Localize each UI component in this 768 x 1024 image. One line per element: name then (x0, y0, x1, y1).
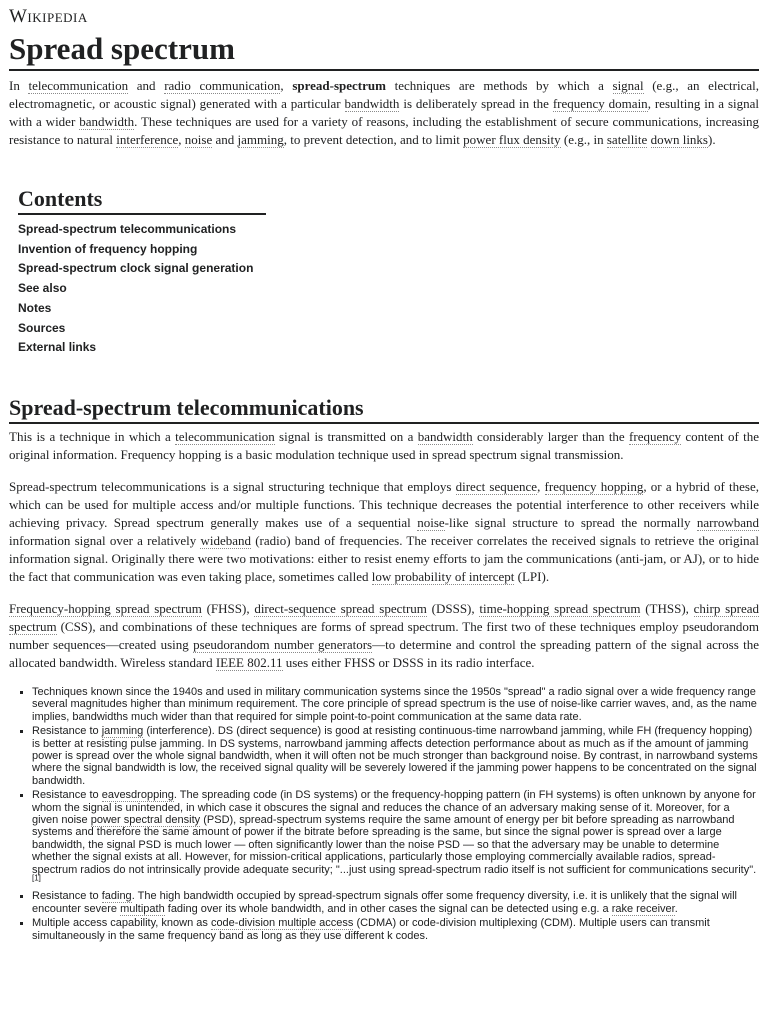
article-link[interactable]: frequency domain (552, 96, 648, 111)
article-link[interactable]: low probability of intercept (371, 568, 515, 584)
article-link[interactable]: narrowband (696, 514, 759, 530)
article-link[interactable]: IEEE 802.11 (215, 654, 283, 670)
article-link[interactable]: down links (650, 132, 708, 147)
article-link[interactable]: Frequency-hopping spread spectrum (9, 600, 202, 616)
list-item: ▪ Multiple access capability, known as code-division multiple access (CDMA) or code-division multiplexing (CDM). Multiple users can transmit simultaneously in the same frequency band as long as they use different k codes. (32, 917, 759, 942)
article-link[interactable]: noise (417, 514, 445, 530)
toc-item[interactable]: Notes (18, 300, 52, 315)
article-link[interactable]: interference (116, 132, 179, 147)
article-link[interactable]: satellite (606, 132, 648, 147)
article-link[interactable]: telecommunication (28, 78, 129, 93)
toc-item[interactable]: Spread-spectrum clock signal generation (18, 261, 254, 276)
list-item: ▪ Resistance to eavesdropping. The spreading code (in DS systems) or the frequency-hopping pattern (in FH systems) is often unknown by anyone for whom the signal is unintended, in which case it obscures the signal and reduces the chance of an adversary making sense of it. Moreover, for a given noise power spectral density (PSD), spread-spectrum systems require the same amount of energy per bit before spreading as narrowband systems and therefore the same amount of power if the bitrate before spreading is the same, but since the signal power is spread over a large bandwidth, the signal PSD is much lower — often significantly lower than the noise PSD — so that the adversary may be unable to determine whether the signal exists at all. However, for mission-critical applications, particularly those employing commercially available radios, spread-spectrum radios do not intrinsically provide adequate security; "...just using spread-spectrum radio itself is not sufficient for communications security".[1] (32, 789, 759, 888)
section-paragraph: Frequency-hopping spread spectrum (FHSS), direct-sequence spread spectrum (DSSS), time-hopping spread spectrum (THSS), chirp spread spectrum (CSS), and combinations of these techniques are forms of spread spectrum. The first two of these techniques employ pseudorandom number sequences—created using pseudorandom number generators—to determine and control the spreading pattern of the signal across the allocated bandwidth. Wireless standard IEEE 802.11 uses either FHSS or DSSS in its radio interface. (9, 600, 760, 670)
toc-item[interactable]: Spread-spectrum telecommunications (18, 222, 237, 236)
section-paragraph: Spread-spectrum telecommunications is a signal structuring technique that employs direct sequence, frequency hopping, or a hybrid of these, which can be used for multiple access and/or multiple functions. This technique decreases the potential interference to other receivers while achieving privacy. Spread spectrum generally makes use of a sequential noise-like signal structure to spread the normally narrowband information signal over a relatively wideband (radio) band of frequencies. The receiver correlates the received signals to retrieve the original information signal. Originally there were two motivations: either to resist enemy efforts to jam the communications (anti-jam, or AJ), or to hide the fact that communication was even taking place, sometimes called low probability of intercept (LPI). (9, 478, 760, 584)
article-link[interactable]: time-hopping spread spectrum (479, 600, 641, 616)
article-link[interactable]: fading (101, 890, 132, 903)
bold-term: spread-spectrum (292, 78, 386, 93)
article-link[interactable]: bandwidth (79, 114, 135, 129)
citation-link[interactable]: [1] (32, 873, 41, 883)
article-link[interactable]: jamming (101, 725, 144, 738)
article-link[interactable]: direct sequence (455, 478, 538, 494)
toc-heading: Contents (18, 185, 266, 215)
list-item: ▪ Resistance to fading. The high bandwidth occupied by spread-spectrum signals offer some frequency diversity, i.e. it is unlikely that the signal will encounter severe multipath fading over its whole bandwidth, and in other cases the signal can be detected using e.g. a rake receiver. (32, 890, 759, 915)
toc-list (18, 220, 266, 358)
table-of-contents (18, 185, 266, 358)
section-paragraph: This is a technique in which a telecommunication signal is transmitted on a bandwidth considerably larger than the frequency content of the original information. Frequency hopping is a basic modulation technique used in spread spectrum signal transmission. (9, 428, 759, 462)
article-link[interactable]: radio communication (164, 78, 281, 93)
article-link[interactable]: wideband (200, 532, 251, 548)
article-link[interactable]: multipath (120, 902, 165, 915)
article-link[interactable]: chirp spread spectrum (9, 600, 759, 634)
list-item: ▪ Resistance to jamming (interference). DS (direct sequence) is good at resisting continuous-time narrowband jamming, while FH (frequency hopping) is better at resisting pulse jamming. In DS systems, narrowband jamming affects detection performance about as much as if the amount of jamming power is spread over the whole signal bandwidth, when it will often not be much stronger than background noise. By contrast, in narrowband systems where the signal bandwidth is low, the received signal quality will be severely lowered if the jamming power happens to be concentrated on the signal bandwidth. (32, 725, 759, 787)
article-link[interactable]: telecommunication (175, 428, 275, 444)
article-link[interactable]: power spectral density (90, 813, 201, 826)
toc-item[interactable]: External links (18, 340, 97, 355)
toc-item[interactable]: See also (18, 281, 67, 296)
article-link[interactable]: rake receiver (611, 902, 675, 915)
article-link[interactable]: power flux density (463, 132, 561, 147)
section-heading: Spread-spectrum telecommunications (9, 394, 759, 424)
lead-paragraph: In telecommunication and radio communication, spread-spectrum techniques are methods by which a signal (e.g., an electrical, electromagnetic, or acoustic signal) generated with a particular bandwidth is deliberately spread in the frequency domain, resulting in a signal with a wider bandwidth. These techniques are used for a variety of reasons, including the establishment of secure communications, increasing resistance to natural interference, noise and jamming, to prevent detection, and to limit power flux density (e.g., in satellite down links). (9, 78, 759, 147)
article-link[interactable]: pseudorandom number generators (193, 636, 373, 652)
list-item: ▪ Techniques known since the 1940s and used in military communication systems since the 1950s "spread" a radio signal over a wide frequency range several magnitudes higher than minimum requirement. The core principle of spread spectrum is the use of noise-like carrier waves, and, as the name implies, bandwidths much wider than that required for simple point-to-point communication at the same data rate. (32, 686, 759, 723)
article-link[interactable]: bandwidth (344, 96, 400, 111)
article-link[interactable]: direct-sequence spread spectrum (254, 600, 427, 616)
toc-item[interactable]: Invention of frequency hopping (18, 241, 198, 256)
page-title: Spread spectrum (9, 30, 759, 71)
article-link[interactable]: frequency hopping (544, 478, 644, 494)
article-link[interactable]: noise (184, 132, 213, 147)
advantages-list (9, 686, 759, 942)
wikipedia-wordmark[interactable]: Wikipedia (9, 6, 88, 27)
article-link[interactable]: jamming (237, 132, 284, 147)
toc-item[interactable]: Sources (18, 320, 66, 335)
article-link[interactable]: signal (612, 78, 644, 93)
article-link[interactable]: bandwidth (417, 428, 473, 444)
article-link[interactable]: frequency (629, 428, 682, 444)
article-link[interactable]: eavesdropping (101, 789, 174, 802)
article-link[interactable]: code-division multiple access (210, 917, 354, 930)
